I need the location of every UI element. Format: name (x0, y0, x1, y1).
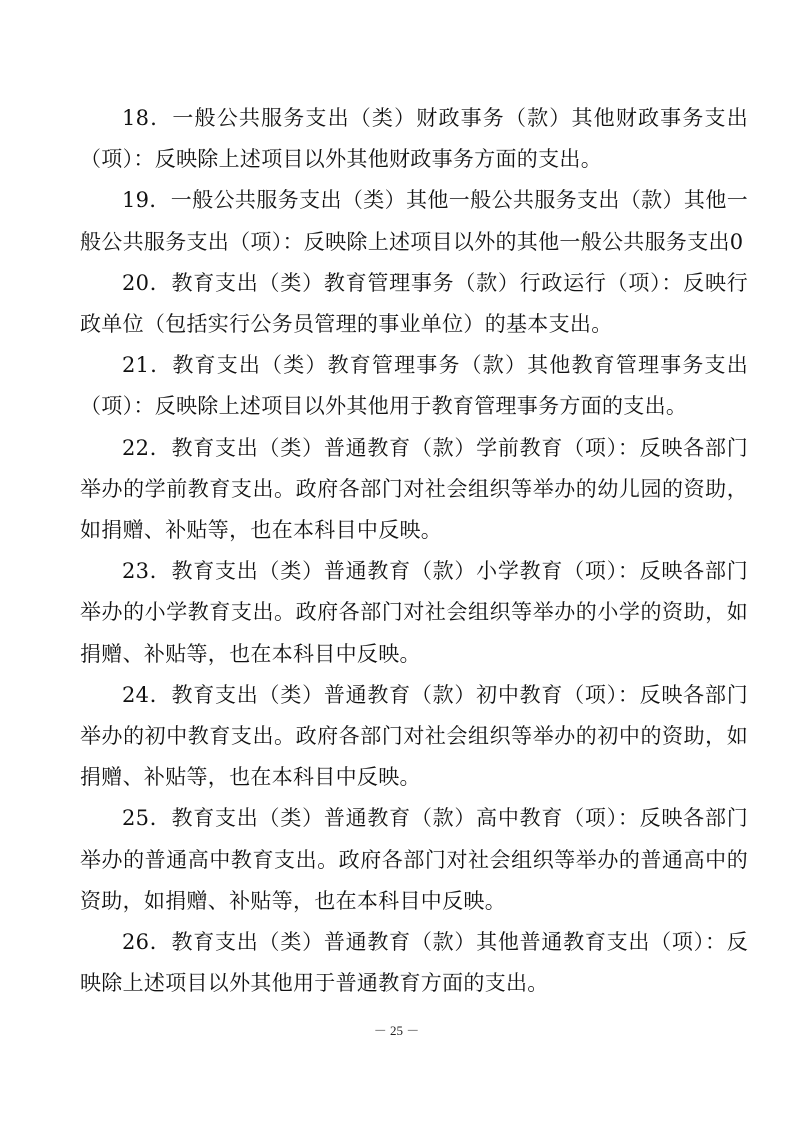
paragraph-item-26: 26．教育支出（类）普通教育（款）其他普通教育支出（项）：反映除上述项目以外其他用于普通教育方面的支出。 (80, 930, 748, 996)
paragraph-item-20: 20．教育支出（类）教育管理事务（款）行政运行（项）：反映行政单位（包括实行公务员管理的事业单位）的基本支出。 (80, 270, 748, 337)
paragraph-item-22: 22．教育支出（类）普通教育（款）学前教育（项）：反映各部门举办的学前教育支出。政府各部门对社会组织等举办的幼儿园的资助，如捐赠、补贴等，也在本科目中反映。 (80, 435, 748, 543)
paragraph-item-25: 25．教育支出（类）普通教育（款）高中教育（项）：反映各部门举办的普通高中教育支出。政府各部门对社会组织等举办的普通高中的资助，如捐赠、补贴等，也在本科目中反映。 (80, 806, 748, 913)
paragraph-item-21: 21．教育支出（类）教育管理事务（款）其他教育管理事务支出（项）：反映除上述项目以外其他用于教育管理事务方面的支出。 (80, 353, 748, 419)
paragraph-item-19: 19．一般公共服务支出（类）其他一般公共服务支出（款）其他一般公共服务支出（项）：反映除上述项目以外的其他一般公共服务支出0 (80, 188, 748, 254)
paragraph-item-18: 18．一般公共服务支出（类）财政事务（款）其他财政事务支出（项）：反映除上述项目以外其他财政事务方面的支出。 (80, 106, 748, 172)
document-body (80, 98, 748, 1004)
paragraph-item-23: 23．教育支出（类）普通教育（款）小学教育（项）：反映各部门举办的小学教育支出。政府各部门对社会组织等举办的小学的资助，如捐赠、补贴等，也在本科目中反映。 (80, 559, 748, 666)
page-number: － 25 － (373, 1023, 420, 1038)
paragraph-item-24: 24．教育支出（类）普通教育（款）初中教育（项）：反映各部门举办的初中教育支出。政府各部门对社会组织等举办的初中的资助，如捐赠、补贴等，也在本科目中反映。 (80, 682, 748, 790)
